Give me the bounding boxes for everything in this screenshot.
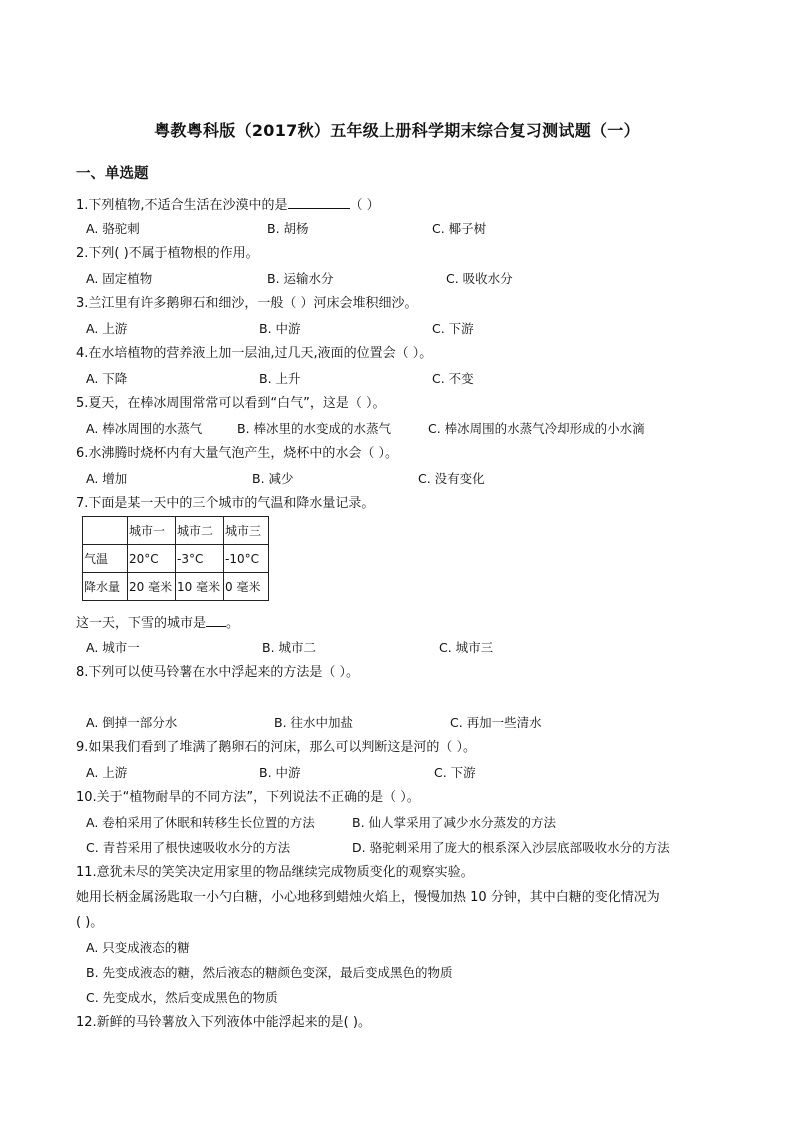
option-3a[interactable]: A. 上游 (86, 321, 128, 336)
option-7a[interactable]: A. 城市一 (86, 640, 140, 655)
question-1-paren: （ ） (349, 198, 380, 213)
question-7-followup-text: 这一天，下雪的城市是 (76, 616, 207, 631)
answer-blank (206, 614, 226, 627)
option-1a[interactable]: A. 骆驼刺 (86, 221, 140, 236)
table-cell: 降水量 (83, 573, 128, 601)
question-7-followup (76, 614, 239, 632)
option-4a[interactable]: A. 下降 (86, 371, 128, 386)
option-5a[interactable]: A. 棒冰周围的水蒸气 (86, 421, 203, 436)
table-cell: -10°C (224, 545, 269, 573)
table-cell: 0 毫米 (224, 573, 269, 601)
option-3c[interactable]: C. 下游 (432, 321, 474, 336)
option-8a[interactable]: A. 倒掉一部分水 (86, 715, 178, 730)
question-6-stem: 6.水沸腾时烧杯内有大量气泡产生，烧杯中的水会（ ）。 (76, 446, 399, 461)
option-1b[interactable]: B. 胡杨 (267, 221, 309, 236)
option-8b[interactable]: B. 往水中加盐 (274, 715, 354, 730)
option-5b[interactable]: B. 棒冰里的水变成的水蒸气 (237, 421, 392, 436)
option-6b[interactable]: B. 减少 (252, 471, 294, 486)
table-cell: 10 毫米 (176, 573, 224, 601)
option-7b[interactable]: B. 城市二 (262, 640, 317, 655)
option-9c[interactable]: C. 下游 (434, 765, 476, 780)
option-3b[interactable]: B. 中游 (259, 321, 301, 336)
option-8c[interactable]: C. 再加一些清水 (450, 715, 542, 730)
table-cell: -3°C (176, 545, 224, 573)
option-11a[interactable]: A. 只变成液态的糖 (86, 940, 190, 955)
option-6a[interactable]: A. 增加 (86, 471, 128, 486)
table-cell: 20°C (128, 545, 176, 573)
option-7c[interactable]: C. 城市三 (439, 640, 494, 655)
table-cell (83, 517, 128, 545)
table-row (83, 545, 269, 573)
question-3-stem: 3.兰江里有许多鹅卵石和细沙，一般（ ）河床会堆积细沙。 (76, 296, 418, 311)
option-10b[interactable]: B. 仙人掌采用了减少水分蒸发的方法 (352, 815, 557, 830)
table-cell: 气温 (83, 545, 128, 573)
option-10a[interactable]: A. 卷柏采用了休眠和转移生长位置的方法 (86, 815, 315, 830)
table-header-cell: 城市一 (128, 517, 176, 545)
question-9-stem: 9.如果我们看到了堆满了鹅卵石的河床，那么可以判断这是河的（ ）。 (76, 740, 477, 755)
question-7-followup-end: 。 (226, 616, 240, 631)
question-8-stem: 8.下列可以使马铃薯在水中浮起来的方法是（ ）。 (76, 665, 360, 680)
option-2a[interactable]: A. 固定植物 (86, 271, 153, 286)
option-10d[interactable]: D. 骆驼刺采用了庞大的根系深入沙层底部吸收水分的方法 (352, 840, 670, 855)
option-4c[interactable]: C. 不变 (432, 371, 474, 386)
question-11-stem: 11.意犹未尽的笑笑决定用家里的物品继续完成物质变化的观察实验。 (76, 865, 474, 880)
table-row (83, 517, 269, 545)
option-4b[interactable]: B. 上升 (259, 371, 301, 386)
option-1c[interactable]: C. 椰子树 (432, 221, 487, 236)
question-11-stem-2: 她用长柄金属汤匙取一小勺白糖，小心地移到蜡烛火焰上，慢慢加热 10 分钟，其中白糖的变化情况为 (76, 890, 660, 905)
question-10-stem: 10.关于“植物耐旱的不同方法”，下列说法不正确的是（ ）。 (76, 790, 420, 805)
option-10c[interactable]: C. 青苔采用了根快速吸收水分的方法 (86, 840, 291, 855)
page-title: 粤教粤科版（2017秋）五年级上册科学期末综合复习测试题（一） (154, 121, 640, 140)
weather-table (82, 516, 269, 601)
option-11c[interactable]: C. 先变成水，然后变成黑色的物质 (86, 990, 278, 1005)
question-5-stem: 5.夏天，在棒冰周围常常可以看到“白气”，这是（ ）。 (76, 396, 386, 411)
option-2c[interactable]: C. 吸收水分 (446, 271, 513, 286)
table-row (83, 573, 269, 601)
question-12-stem: 12.新鲜的马铃薯放入下列液体中能浮起来的是( )。 (76, 1015, 371, 1030)
question-1 (76, 196, 380, 214)
section-heading: 一、单选题 (76, 166, 149, 182)
answer-blank (288, 196, 350, 209)
option-11b[interactable]: B. 先变成液态的糖，然后液态的糖颜色变深，最后变成黑色的物质 (86, 965, 453, 980)
table-header-cell: 城市二 (176, 517, 224, 545)
option-2b[interactable]: B. 运输水分 (267, 271, 334, 286)
question-1-stem: 1.下列植物,不适合生活在沙漠中的是 (76, 198, 288, 213)
question-11-stem-3: ( )。 (76, 915, 104, 930)
option-6c[interactable]: C. 没有变化 (418, 471, 485, 486)
question-4-stem: 4.在水培植物的营养液上加一层油,过几天,液面的位置会（ ）。 (76, 346, 433, 361)
option-9a[interactable]: A. 上游 (86, 765, 128, 780)
option-9b[interactable]: B. 中游 (259, 765, 301, 780)
table-cell: 20 毫米 (128, 573, 176, 601)
table-header-cell: 城市三 (224, 517, 269, 545)
question-2-stem: 2.下列( )不属于植物根的作用。 (76, 246, 259, 261)
question-7-stem: 7.下面是某一天中的三个城市的气温和降水量记录。 (76, 496, 375, 511)
option-5c[interactable]: C. 棒冰周围的水蒸气冷却形成的小水滴 (428, 421, 645, 436)
